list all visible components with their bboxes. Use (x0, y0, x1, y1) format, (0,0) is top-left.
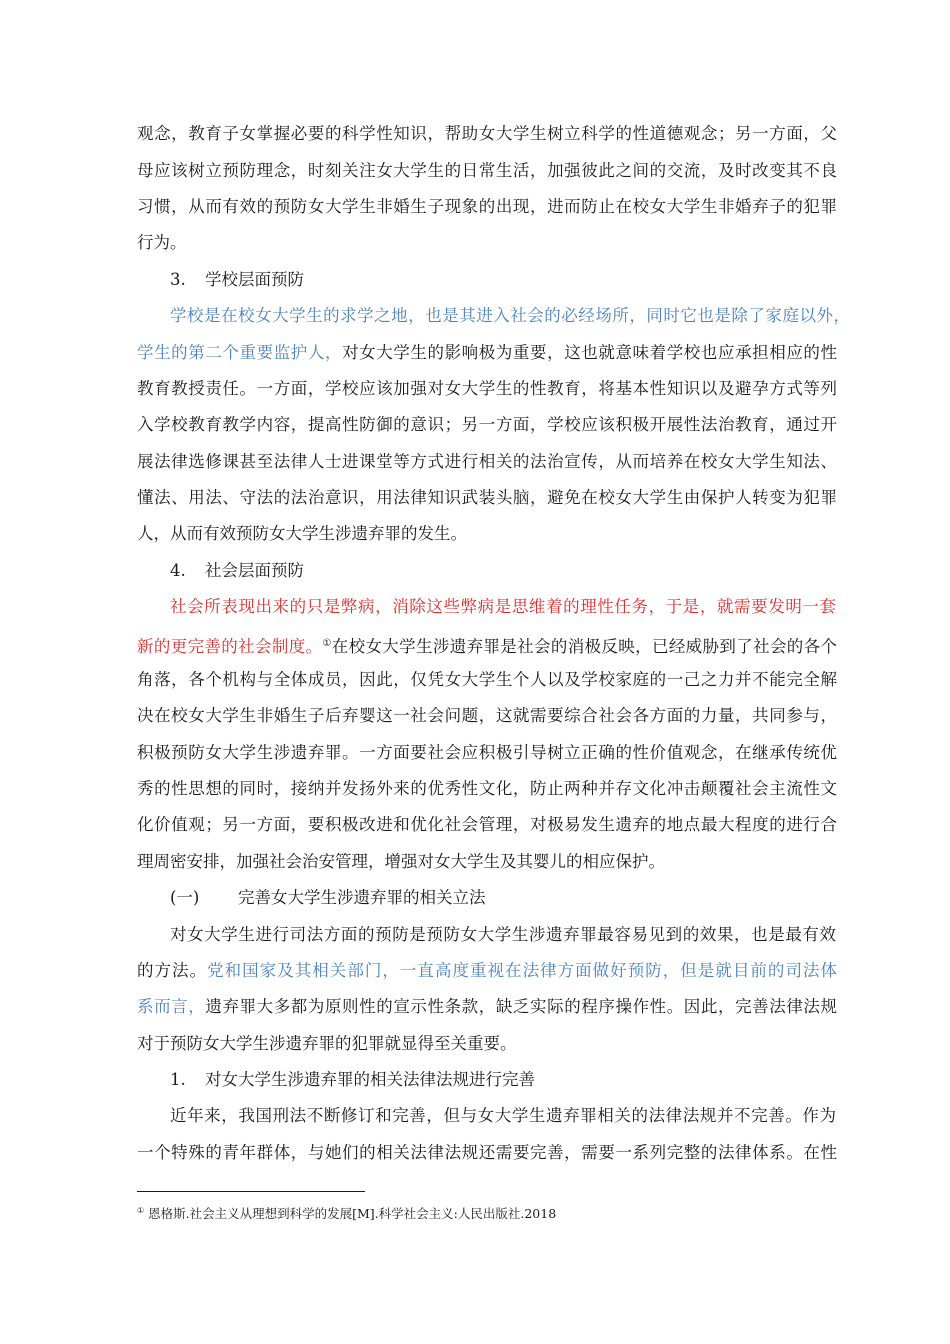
para4-line1: 对女大学生进行司法方面的预防是预防女大学生涉遗弃罪最容易见到的效果，也是最有效 (170, 925, 836, 944)
para2-line3: 教育教授责任。一方面，学校应该加强对女大学生的性教育，将基本性知识以及避孕方式等列 (137, 379, 837, 398)
para1-line2: 母应该树立预防理念，时刻关注女大学生的日常生活，加强彼此之间的交流，及时改变其不良 (137, 161, 837, 180)
para2-line6: 懂法、用法、守法的法治意识，用法律知识武装头脑，避免在校女大学生由保护人转变为犯罪 (137, 488, 837, 507)
para3-line8: 理周密安排，加强社会治安管理，增强对女大学生及其婴儿的相应保护。 (137, 852, 665, 871)
para1-line4: 行为。 (137, 233, 187, 252)
heading-4-title: 社会层面预防 (205, 561, 304, 580)
footnote-separator (137, 1191, 365, 1192)
heading-3-number: 3. (170, 270, 186, 289)
para4-line3-highlight: 系而言， (137, 997, 206, 1016)
heading-3-title: 学校层面预防 (205, 270, 304, 289)
para4-line2 (137, 961, 837, 981)
para3-line4: 决在校女大学生非婚生子后弃婴这一社会问题，这就需要综合社会各方面的力量，共同参与， (137, 706, 837, 725)
para4-line2-start: 的方法。 (137, 961, 208, 980)
para2-line4: 入学校教育教学内容，提高性防御的意识；另一方面，学校应该积极开展性法治教育，通过开 (137, 415, 837, 434)
para4-line2-highlight: 党和国家及其相关部门，一直高度重视在法律方面做好预防，但是就目前的司法体 (207, 961, 838, 980)
para3-line6: 秀的性思想的同时，接纳并发扬外来的优秀性文化，防止两种并存文化冲击颠覆社会主流性文 (137, 779, 837, 798)
para2-line7: 人，从而有效预防女大学生涉遗弃罪的发生。 (137, 524, 467, 543)
footnote-text: 恩格斯.社会主义从理想到科学的发展[M].科学社会主义:人民出版社.2018 (148, 1206, 557, 1221)
para2-line2-highlight: 学生的第二个重要监护人， (137, 343, 343, 362)
section-1-number: (一) (170, 888, 200, 907)
para4-line3 (137, 997, 837, 1017)
para2-line2 (137, 343, 837, 363)
para3-line7: 化价值观；另一方面，要积极改进和优化社会管理，对极易发生遗弃的地点最大程度的进行合 (137, 815, 837, 834)
footnote (137, 1203, 556, 1222)
para3-line2-quote: 新的更完善的社会制度。 (137, 637, 323, 656)
para3-line1: 社会所表现出来的只是弊病，消除这些弊病是思维着的理性任务，于是，就需要发明一套 (170, 597, 836, 616)
para5-line1: 近年来，我国刑法不断修订和完善，但与女大学生遗弃罪相关的法律法规并不完善。作为 (170, 1106, 836, 1125)
section-1-title: 完善女大学生涉遗弃罪的相关立法 (238, 888, 486, 907)
heading-4-number: 4. (170, 561, 186, 580)
para2-line1: 学校是在校女大学生的求学之地，也是其进入社会的必经场所，同时它也是除了家庭以外， (170, 306, 850, 325)
para4-line4: 对于预防女大学生涉遗弃罪的犯罪就显得至关重要。 (137, 1034, 517, 1053)
para1-line3: 习惯，从而有效的预防女大学生非婚生子现象的出现，进而防止在校女大学生非婚弃子的犯罪 (137, 197, 837, 216)
footnote-marker: ① (137, 1206, 145, 1215)
footnote-ref-marker[interactable]: ① (322, 638, 332, 649)
para3-line3: 角落，各个机构与全体成员，因此，仅凭女大学生个人以及学校家庭的一己之力并不能完全解 (137, 670, 837, 689)
para3-line2-rest: 在校女大学生涉遗弃罪是社会的消极反映，已经威胁到了社会的各个 (331, 637, 838, 656)
para5-line2: 一个特殊的青年群体，与她们的相关法律法规还需要完善，需要一系列完整的法律体系。在性 (137, 1143, 837, 1162)
para1-line1: 观念，教育子女掌握必要的科学性知识，帮助女大学生树立科学的性道德观念；另一方面，父 (137, 124, 837, 143)
heading-1-number: 1. (170, 1070, 186, 1089)
para3-line2 (137, 634, 837, 657)
heading-1-title: 对女大学生涉遗弃罪的相关法律法规进行完善 (205, 1070, 535, 1089)
para4-line3-rest: 遗弃罪大多都为原则性的宣示性条款，缺乏实际的程序操作性。因此，完善法律法规 (205, 997, 838, 1016)
para2-line5: 展法律选修课甚至法律人士进课堂等方式进行相关的法治宣传，从而培养在校女大学生知法、 (137, 452, 837, 471)
para2-line2-rest: 对女大学生的影响极为重要，这也就意味着学校也应承担相应的性 (342, 343, 838, 362)
para3-line5: 积极预防女大学生涉遗弃罪。一方面要社会应积极引导树立正确的性价值观念，在继承传统优 (137, 743, 837, 762)
